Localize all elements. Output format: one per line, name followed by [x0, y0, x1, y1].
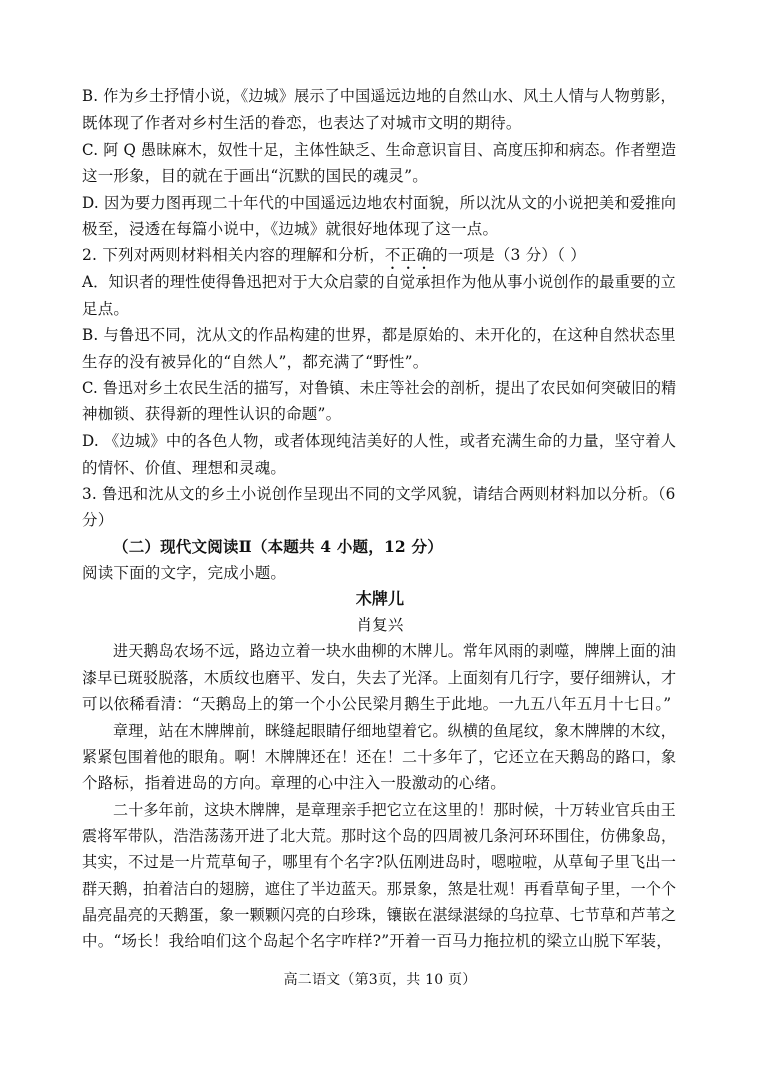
story-p3-line-1: 二十多年前，这块木牌牌，是章理亲手把它立在这里的！那时候，十万转业官兵由王 — [113, 801, 676, 819]
option-d-line-2: 极至，浸透在每篇小说中，《边城》就很好地体现了这一点。 — [82, 220, 499, 238]
q2-option-c-line-2: 神枷锁、获得新的理性认识的命题”。 — [82, 405, 342, 423]
story-p3-line-4: 群天鹅，拍着洁白的翅膀，遮住了半边蓝天。那景象，煞是壮观！再看草甸子里，一个个 — [82, 880, 677, 898]
option-c-line-2: 这一形象，目的就在于画出“沉默的国民的魂灵”。 — [82, 167, 428, 185]
instruction: 阅读下面的文字，完成小题。 — [82, 564, 287, 582]
question-2-stem-before: 2. 下列对两则材料相关内容的理解和分析， — [82, 246, 385, 264]
q2-option-d-line-1: D. 《边城》中的各色人物，或者体现纯洁美好的人性，或者充满生命的力量，坚守着人 — [82, 432, 677, 450]
option-d-line-1: D. 因为要力图再现二十年代的中国遥远边地农村面貌，所以沈从文的小说把美和爱推向 — [82, 194, 677, 212]
option-b-line-1: B. 作为乡土抒情小说，《边城》展示了中国遥远边地的自然山水、风土人情与人物剪影， — [82, 87, 676, 105]
story-p1-line-2: 漆早已斑驳脱落，木质纹也磨平、发白，失去了光泽。上面刻有几行字，要仔细辨认，才 — [82, 669, 677, 687]
story-author: 肖复兴 — [356, 616, 404, 634]
q2-option-d-line-2: 的情怀、价值、理想和灵魂。 — [82, 459, 287, 477]
story-p2-line-3: 个路标，指着进岛的方向。章理的心中注入一股激动的心绪。 — [82, 774, 506, 792]
story-p2-line-1: 章理，站在木牌牌前，眯缝起眼睛仔细地望着它。纵横的鱼尾纹，象木牌牌的木纹， — [113, 722, 676, 740]
story-title: 木牌儿 — [355, 589, 405, 608]
q2-option-a-line-1: A．知识者的理性使得鲁迅把对于大众启蒙的自觉承担作为他从事小说创作的最重要的立 — [82, 273, 676, 291]
option-c-line-1: C. 阿 Q 愚昧麻木，奴性十足，主体性缺乏、生命意识盲目、高度压抑和病态。作者塑造 — [82, 141, 677, 159]
story-p3-line-5: 晶亮晶亮的天鹅蛋，象一颗颗闪亮的白珍珠，镶嵌在湛绿湛绿的乌拉草、七节草和芦苇之 — [82, 906, 677, 924]
page-footer: 高二语文（第3页，共 10 页） — [283, 972, 477, 988]
question-2-stem-emphasis: 不正确 — [384, 246, 433, 264]
question-2-stem-after: 的一项是（3 分）（ ） — [432, 246, 586, 264]
q2-option-b-line-2: 生存的没有被异化的“自然人”，都充满了“野性”。 — [82, 353, 429, 371]
option-b-line-2: 既体现了作者对乡村生活的眷恋，也表达了对城市文明的期待。 — [82, 114, 522, 132]
story-p3-line-6: 中。“场长！我给咱们这个岛起个名字咋样?”开着一百马力拖拉机的梁立山脱下军装， — [82, 932, 672, 950]
story-p3-line-3: 其实，不过是一片荒草甸子，哪里有个名字?队伍刚进岛时，嗯啦啦，从草甸子里飞出一 — [82, 853, 677, 871]
q2-option-c-line-1: C. 鲁迅对乡土农民生活的描写，对鲁镇、未庄等社会的剖析，提出了农民如何突破旧的精 — [82, 379, 677, 397]
story-p3-line-2: 震将军带队，浩浩荡荡开进了北大荒。那时这个岛的四周被几条河环环围住，仿佛象岛， — [82, 827, 677, 845]
question-3-line-2: 分） — [82, 511, 114, 529]
q2-option-a-line-2: 足点。 — [82, 300, 130, 318]
story-p2-line-2: 紧紧包围着他的眼角。啊！木牌牌还在！还在！二十多年了，它还立在天鹅岛的路口，象 — [82, 748, 677, 766]
story-p1-line-3: 可以依稀看清：“天鹅岛上的第一个小公民梁月鹅生于此地。一九五八年五月十七日。” — [82, 695, 672, 713]
q2-option-b-line-1: B. 与鲁迅不同，沈从文的作品构建的世界，都是原始的、未开化的，在这种自然状态里 — [82, 326, 676, 344]
story-p1-line-1: 进天鹅岛农场不远，路边立着一块水曲柳的木牌儿。常年风雨的剥噬，牌牌上面的油 — [113, 642, 676, 660]
question-3-line-1: 3. 鲁迅和沈从文的乡土小说创作呈现出不同的文学风貌，请结合两则材料加以分析。（6 — [82, 485, 676, 503]
section-heading: （二）现代文阅读Ⅱ（本题共 4 小题，12 分） — [113, 537, 443, 556]
question-2-stem — [82, 245, 586, 273]
